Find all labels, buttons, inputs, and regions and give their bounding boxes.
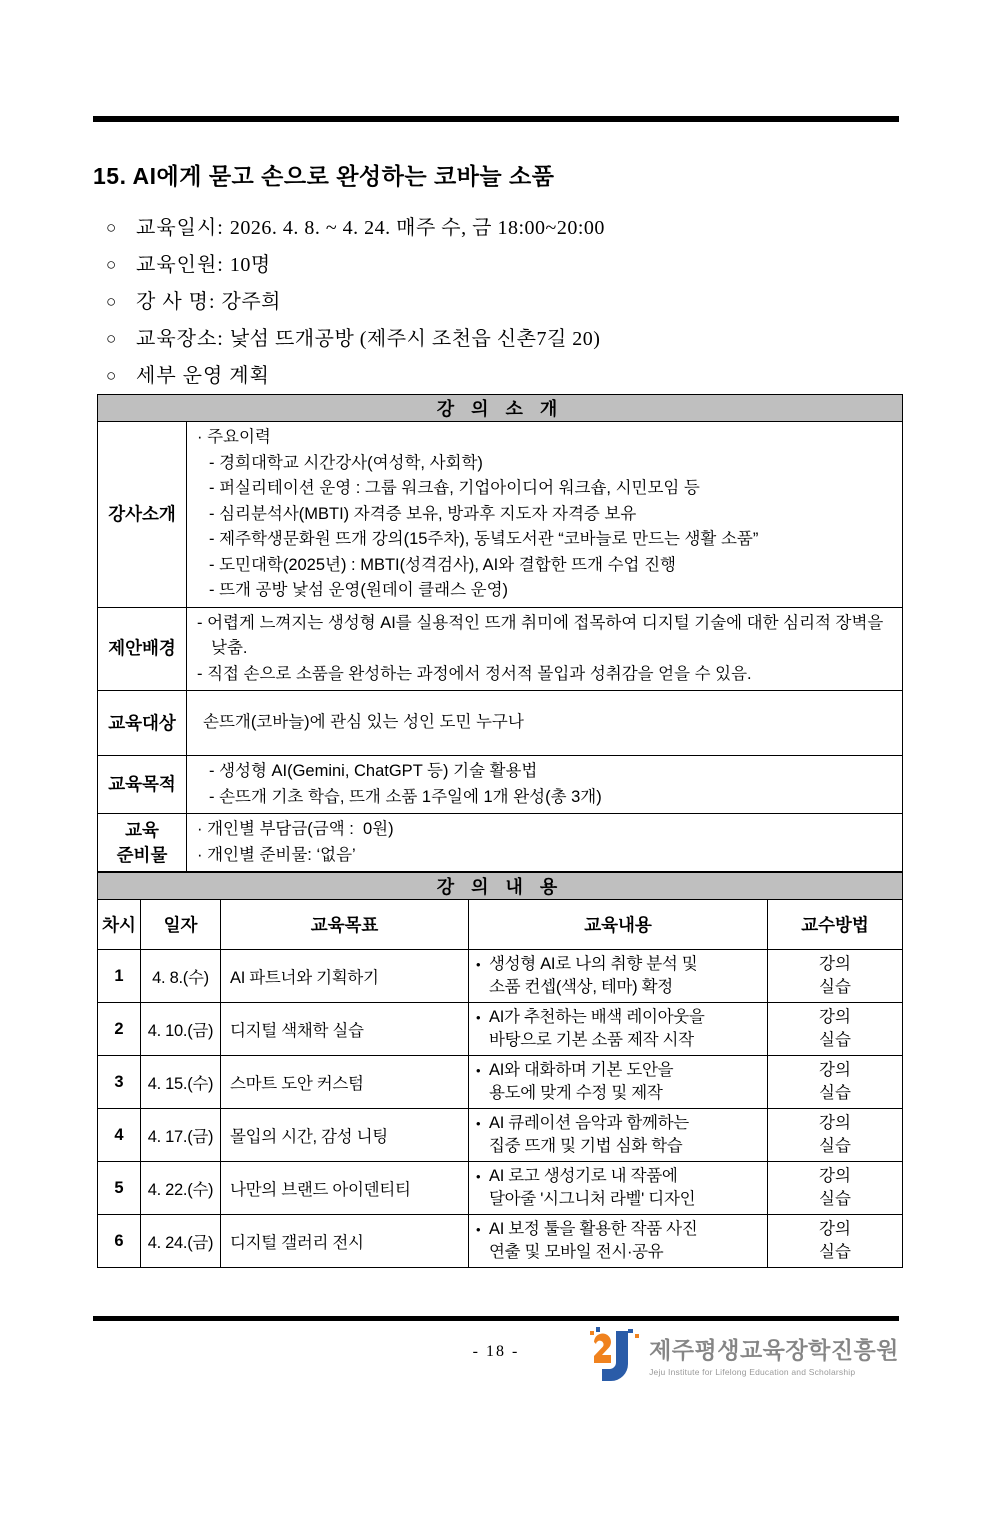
row-label: 강사소개 <box>98 422 187 608</box>
table-section-header-row <box>98 873 903 900</box>
table-row <box>98 607 903 691</box>
info-value: 낯섬 뜨개공방 (제주시 조천읍 신촌7길 20) <box>229 328 601 350</box>
info-value: 2026. 4. 8. ~ 4. 24. 매주 수, 금 18:00~20:00 <box>229 217 605 239</box>
row-label: 교육목적 <box>98 756 187 814</box>
session-date: 4. 8.(수) <box>141 950 221 1003</box>
session-content <box>469 1056 768 1109</box>
method-line: 실습 <box>819 1243 851 1261</box>
lecture-schedule-table <box>97 872 903 1268</box>
content-line: AI가 추천하는 배색 레이아웃을 <box>489 1008 705 1026</box>
column-header-method: 교수방법 <box>768 900 903 950</box>
table-row <box>98 1109 903 1162</box>
session-goal: 스마트 도안 커스텀 <box>221 1056 469 1109</box>
document-page <box>0 116 992 1411</box>
schedule-column-header-row <box>98 900 903 950</box>
table-row <box>98 1003 903 1056</box>
row-label: 교육대상 <box>98 691 187 756</box>
session-date: 4. 17.(금) <box>141 1109 221 1162</box>
method-line: 실습 <box>819 1084 851 1102</box>
dot-bullet-icon: • <box>476 1169 481 1184</box>
content-line: AI 보정 툴을 활용한 작품 사진 <box>489 1220 698 1238</box>
section-header-lecture-intro: 강 의 소 개 <box>98 395 903 422</box>
cell-line: - 퍼실리테이션 운영 : 그룹 워크숍, 기업아이디어 워크숍, 시민모임 등 <box>209 479 700 497</box>
table-row <box>98 1215 903 1268</box>
session-method <box>768 1162 903 1215</box>
info-label: 교육인원: <box>136 254 224 276</box>
session-number: 3 <box>98 1056 141 1109</box>
organization-name-korean: 제주평생교육장학진흥원 <box>649 1336 899 1363</box>
content-line: 바탕으로 기본 소품 제작 시작 <box>489 1031 694 1049</box>
list-item <box>106 209 899 246</box>
column-header-date: 일자 <box>141 900 221 950</box>
session-method <box>768 1215 903 1268</box>
content-line: 집중 뜨개 및 기법 심화 학습 <box>489 1137 683 1155</box>
session-method <box>768 1003 903 1056</box>
content-line: 소품 컨셉(색상, 테마) 확정 <box>489 978 673 996</box>
list-item <box>106 246 899 283</box>
session-method <box>768 950 903 1003</box>
session-goal: 디지털 갤러리 전시 <box>221 1215 469 1268</box>
session-goal: 디지털 색채학 실습 <box>221 1003 469 1056</box>
info-label: 세부 운영 계획 <box>136 365 270 387</box>
content-line: AI와 대화하며 기본 도안을 <box>489 1061 674 1079</box>
content-line: 생성형 AI로 나의 취향 분석 및 <box>489 955 698 973</box>
method-line: 강의 <box>819 1220 851 1238</box>
table-row <box>98 756 903 814</box>
education-purpose-cell <box>187 756 903 814</box>
session-number: 1 <box>98 950 141 1003</box>
dot-bullet-icon: • <box>476 1010 481 1025</box>
session-date: 4. 22.(수) <box>141 1162 221 1215</box>
row-label-line: 준비물 <box>116 844 168 865</box>
session-goal: 나만의 브랜드 아이덴티티 <box>221 1162 469 1215</box>
info-value: 강주희 <box>221 291 281 313</box>
cell-line: - 도민대학(2025년) : MBTI(성격검사), AI와 결합한 뜨개 수업 진행 <box>209 555 676 574</box>
session-number: 5 <box>98 1162 141 1215</box>
organization-logo <box>588 1325 899 1383</box>
method-line: 강의 <box>819 1167 851 1185</box>
cell-line: - 제주학생문화원 뜨개 강의(15주차), 동녘도서관 “코바늘로 만드는 생활 소품” <box>209 530 759 548</box>
page-title: 15. AI에게 묻고 손으로 완성하는 코바늘 소품 <box>93 163 555 189</box>
session-goal: AI 파트너와 기획하기 <box>221 950 469 1003</box>
logo-text <box>649 1332 899 1377</box>
circle-bullet-icon: ○ <box>106 292 117 311</box>
cell-line: - 심리분석사(MBTI) 자격증 보유, 방과후 지도자 자격증 보유 <box>209 504 637 523</box>
content-line: AI 큐레이션 음악과 함께하는 <box>489 1114 689 1132</box>
info-label: 교육장소: <box>136 328 224 350</box>
instructor-profile-cell <box>187 422 903 608</box>
method-line: 강의 <box>819 1061 851 1079</box>
method-line: 강의 <box>819 955 851 973</box>
session-number: 6 <box>98 1215 141 1268</box>
materials-cell <box>187 814 903 872</box>
cell-line: 손뜨개(코바늘)에 관심 있는 성인 도민 누구나 <box>203 713 524 732</box>
proposal-background-cell <box>187 607 903 691</box>
content-line: 용도에 맞게 수정 및 제작 <box>489 1084 663 1102</box>
cell-line: - 어렵게 느껴지는 생성형 AI를 실용적인 뜨개 취미에 접목하여 디지털 기술에 대한 심리적 장벽을 낮춤. <box>197 613 888 657</box>
table-row <box>98 1162 903 1215</box>
column-header-goal: 교육목표 <box>221 900 469 950</box>
table-row <box>98 422 903 608</box>
row-label <box>98 814 187 872</box>
list-item <box>106 357 899 394</box>
content-line: AI 로고 생성기로 내 작품에 <box>489 1167 678 1185</box>
table-row <box>98 950 903 1003</box>
column-header-session: 차시 <box>98 900 141 950</box>
method-line: 실습 <box>819 1031 851 1049</box>
column-header-content: 교육내용 <box>469 900 768 950</box>
session-date: 4. 15.(수) <box>141 1056 221 1109</box>
row-label: 제안배경 <box>98 607 187 691</box>
session-content <box>469 1109 768 1162</box>
session-content <box>469 1003 768 1056</box>
method-line: 강의 <box>819 1008 851 1026</box>
cell-line: · 주요이력 <box>197 428 271 446</box>
session-goal: 몰입의 시간, 감성 니팅 <box>221 1109 469 1162</box>
content-line: 달아줄 '시그니처 라벨' 디자인 <box>489 1190 696 1208</box>
session-content <box>469 1215 768 1268</box>
method-line: 실습 <box>819 1190 851 1208</box>
session-number: 2 <box>98 1003 141 1056</box>
circle-bullet-icon: ○ <box>106 366 117 385</box>
session-number: 4 <box>98 1109 141 1162</box>
section-header-lecture-content: 강 의 내 용 <box>98 873 903 900</box>
cell-line: · 개인별 부담금(금액 : 0원) <box>197 820 394 838</box>
row-label-line: 교육 <box>125 819 159 840</box>
method-line: 실습 <box>819 1137 851 1155</box>
info-label: 교육일시: <box>136 217 224 239</box>
organization-name-english: Jeju Institute for Lifelong Education and Scholarship <box>649 1366 856 1377</box>
page-number: - 18 - <box>472 1343 520 1360</box>
info-label: 강 사 명: <box>136 291 216 313</box>
top-horizontal-rule <box>93 116 899 122</box>
list-item <box>106 320 899 357</box>
cell-line: · 개인별 준비물: ‘없음’ <box>197 845 356 864</box>
dot-bullet-icon: • <box>476 957 481 972</box>
session-content <box>469 1162 768 1215</box>
course-info-list <box>106 209 899 394</box>
session-date: 4. 24.(금) <box>141 1215 221 1268</box>
list-item <box>106 283 899 320</box>
lecture-intro-table <box>97 394 903 872</box>
table-section-header-row <box>98 395 903 422</box>
method-line: 실습 <box>819 978 851 996</box>
dot-bullet-icon: • <box>476 1063 481 1078</box>
session-method <box>768 1109 903 1162</box>
table-row <box>98 691 903 756</box>
session-content <box>469 950 768 1003</box>
jeju-institute-logo-icon <box>588 1325 640 1383</box>
method-line: 강의 <box>819 1114 851 1132</box>
info-value: 10명 <box>229 254 271 276</box>
cell-line: - 경희대학교 시간강사(여성학, 사회학) <box>209 453 483 472</box>
session-method <box>768 1056 903 1109</box>
cell-line: - 뜨개 공방 낯섬 운영(원데이 클래스 운영) <box>209 581 509 599</box>
circle-bullet-icon: ○ <box>106 218 117 237</box>
circle-bullet-icon: ○ <box>106 329 117 348</box>
dot-bullet-icon: • <box>476 1222 481 1237</box>
table-row <box>98 1056 903 1109</box>
page-footer <box>93 1321 899 1411</box>
dot-bullet-icon: • <box>476 1116 481 1131</box>
session-date: 4. 10.(금) <box>141 1003 221 1056</box>
cell-line: - 손뜨개 기초 학습, 뜨개 소품 1주일에 1개 완성(총 3개) <box>209 787 602 806</box>
education-target-cell <box>187 691 903 756</box>
cell-line: - 직접 손으로 소품을 완성하는 과정에서 정서적 몰입과 성취감을 얻을 수 있음. <box>197 664 752 683</box>
table-row <box>98 814 903 872</box>
circle-bullet-icon: ○ <box>106 255 117 274</box>
content-line: 연출 및 모바일 전시·공유 <box>489 1243 664 1261</box>
cell-line: - 생성형 AI(Gemini, ChatGPT 등) 기술 활용법 <box>209 762 538 780</box>
